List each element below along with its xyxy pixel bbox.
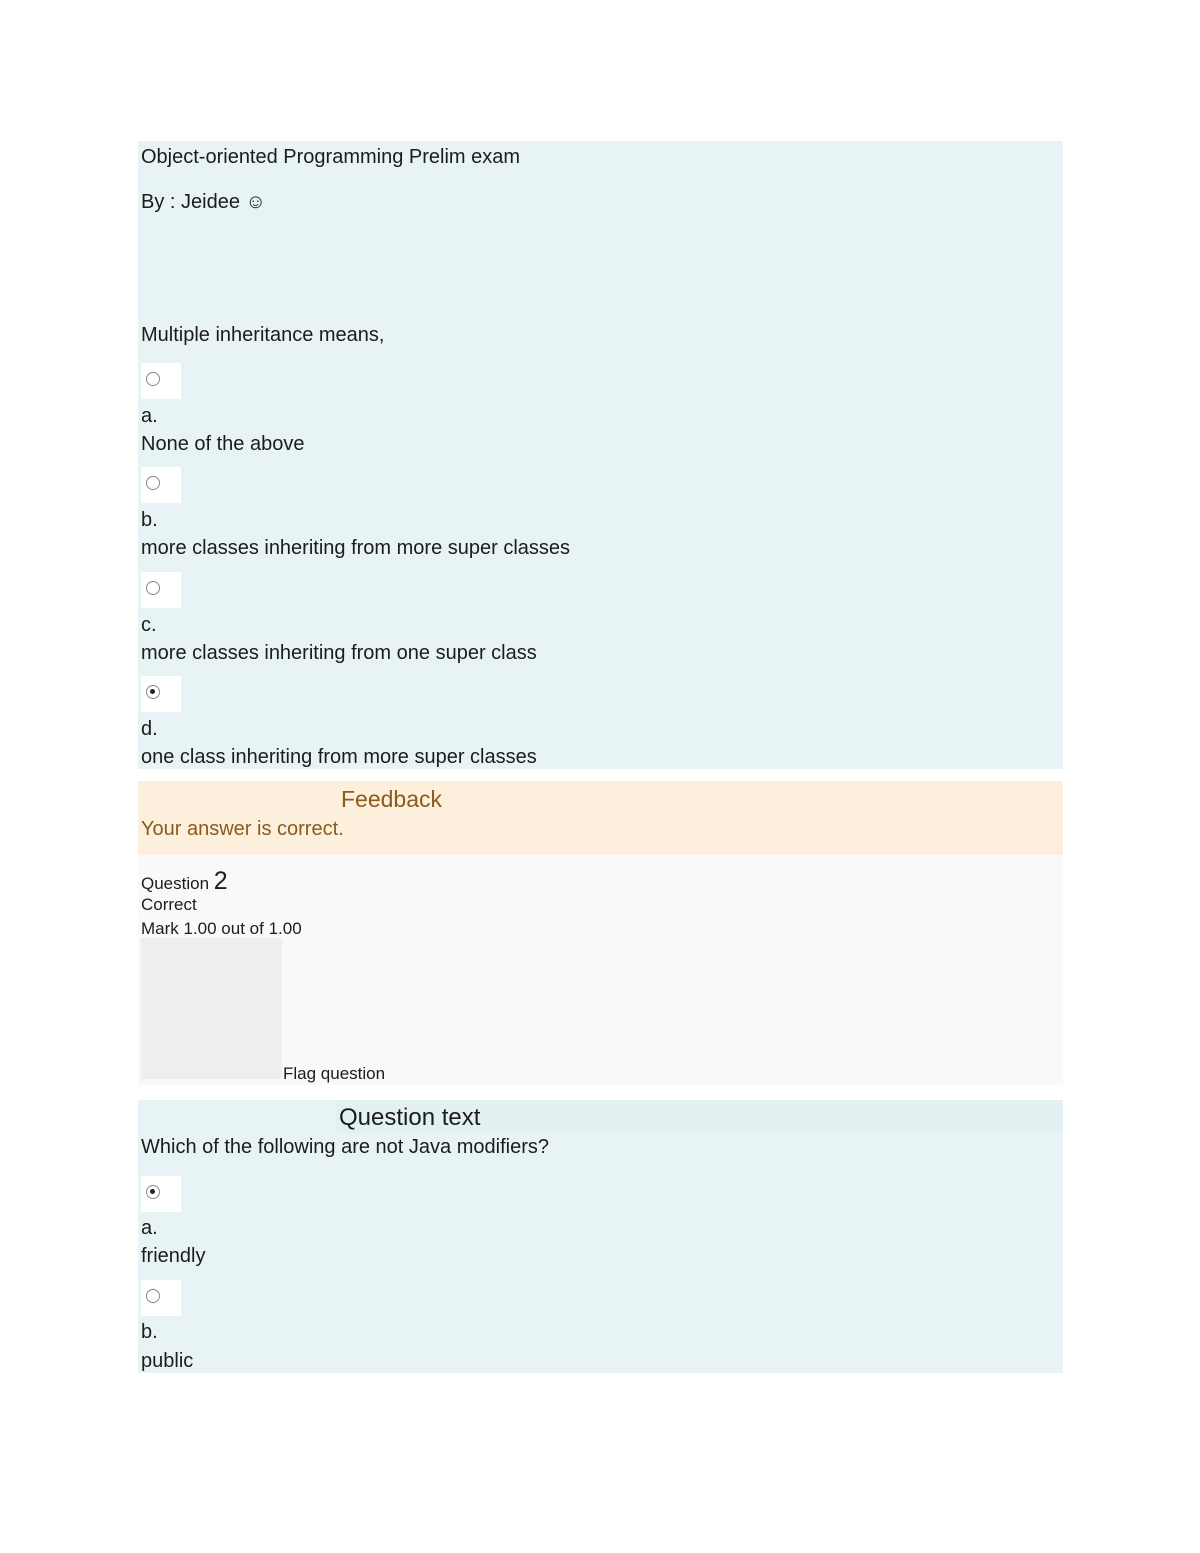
feedback-title: Feedback (341, 786, 443, 812)
option-a-text[interactable]: None of the above (141, 433, 305, 455)
page-title: Object-oriented Programming Prelim exam (141, 146, 521, 168)
flag-icon-placeholder[interactable] (141, 938, 282, 1079)
q2-option-a-text[interactable]: friendly (141, 1245, 206, 1267)
flag-question-link[interactable]: Flag question (283, 1064, 386, 1083)
feedback-text: Your answer is correct. (141, 818, 344, 840)
option-c-radio[interactable] (146, 581, 160, 595)
q2-option-b-radio-box[interactable] (141, 1280, 181, 1316)
option-b-radio[interactable] (146, 476, 160, 490)
option-b-text[interactable]: more classes inheriting from more super classes (141, 537, 571, 559)
option-c-letter: c. (141, 614, 157, 636)
option-d-radio[interactable] (146, 685, 160, 699)
option-a-radio-box[interactable] (141, 363, 181, 399)
question-1-text: Multiple inheritance means, (141, 324, 385, 346)
option-b-radio-box[interactable] (141, 467, 181, 503)
q2-option-b-radio[interactable] (146, 1289, 160, 1303)
question-number (141, 869, 228, 894)
byline: By : Jeidee ☺ (141, 191, 266, 213)
q2-option-a-radio[interactable] (146, 1185, 160, 1199)
question-1-panel (138, 141, 1063, 769)
question-2-text: Which of the following are not Java modifiers? (141, 1136, 549, 1158)
option-d-letter: d. (141, 718, 158, 740)
option-a-letter: a. (141, 405, 158, 427)
question-label: Question (141, 874, 210, 893)
option-a-radio[interactable] (146, 372, 160, 386)
question-text-title: Question text (339, 1104, 481, 1131)
question-status: Correct (141, 895, 197, 914)
option-c-radio-box[interactable] (141, 572, 181, 608)
q2-option-a-radio-box[interactable] (141, 1176, 181, 1212)
option-c-text[interactable]: more classes inheriting from one super class (141, 642, 537, 664)
question-number-value: 2 (213, 867, 228, 895)
option-d-radio-box[interactable] (141, 676, 181, 712)
q2-option-b-text[interactable]: public (141, 1350, 194, 1372)
question-mark: Mark 1.00 out of 1.00 (141, 919, 302, 938)
q2-option-b-letter: b. (141, 1321, 158, 1343)
option-d-text[interactable]: one class inheriting from more super classes (141, 746, 537, 768)
option-b-letter: b. (141, 509, 158, 531)
q2-option-a-letter: a. (141, 1217, 158, 1239)
